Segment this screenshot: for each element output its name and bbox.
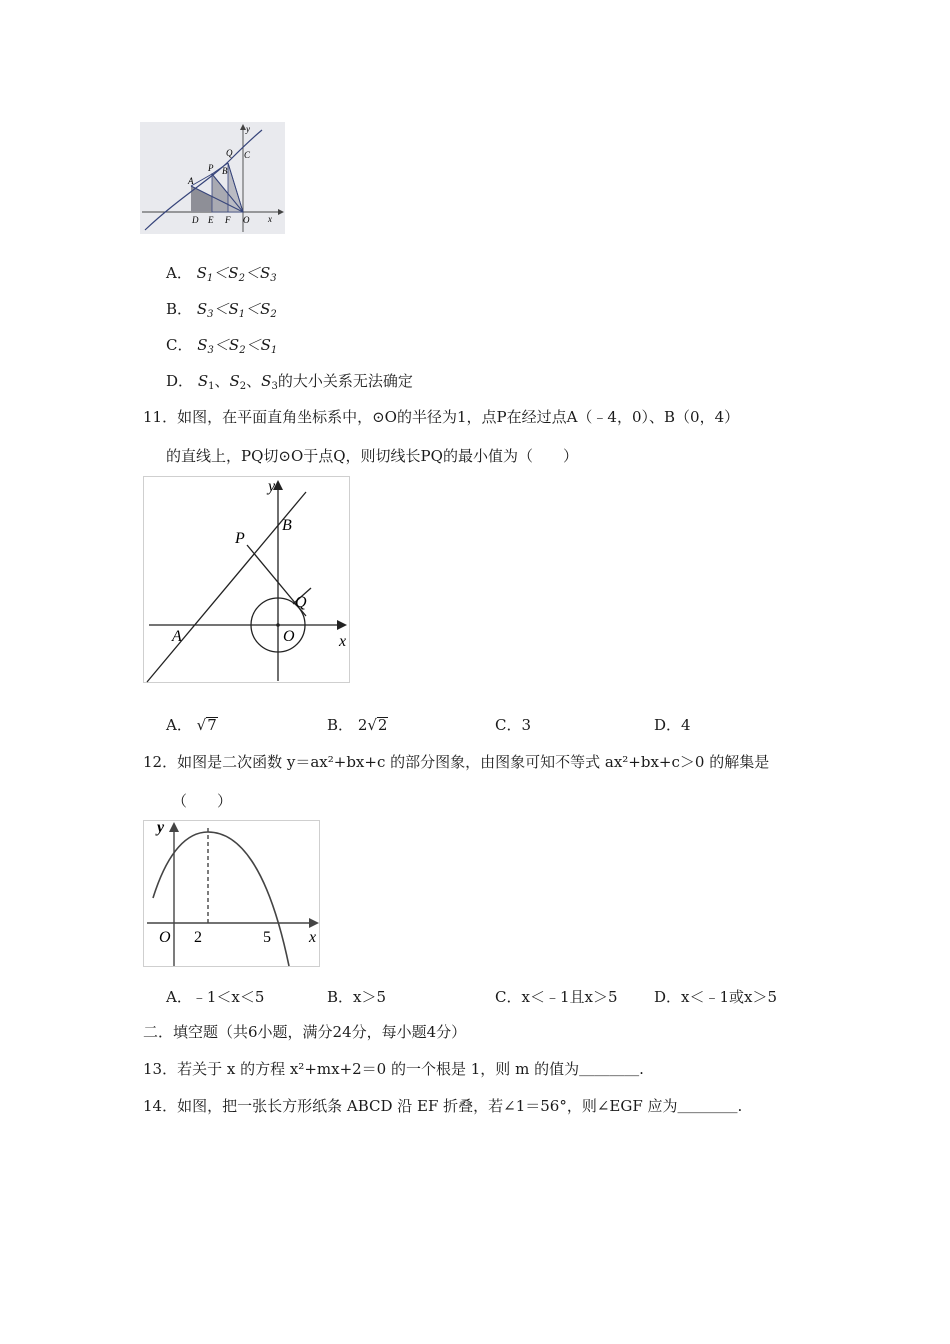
- q10-option-a[interactable]: A． $S_1<S_2<S_3$: [166, 264, 277, 284]
- q10-option-c[interactable]: C． $S_3<S_2<S_1$: [166, 336, 278, 356]
- figure-q10: [140, 122, 285, 234]
- fig11-label-b: B: [282, 517, 292, 534]
- figure-q12: [143, 820, 321, 968]
- q11-option-c[interactable]: C．3: [495, 716, 532, 734]
- fig10-label-d: D: [192, 215, 199, 225]
- fig10-label-q: Q: [226, 148, 233, 158]
- q12-stem-line2: （ ）: [172, 792, 233, 810]
- fig11-label-y: y: [268, 478, 276, 495]
- fig10-label-y: y: [246, 124, 250, 134]
- fig12-label-5: 5: [263, 929, 271, 946]
- fig10-label-o: O: [243, 215, 250, 225]
- fig10-label-c: C: [244, 150, 251, 160]
- fig12-label-o: O: [159, 929, 171, 946]
- fig11-label-q: Q: [295, 594, 307, 611]
- fig11-label-o: O: [283, 628, 295, 645]
- q11-option-d[interactable]: D．4: [654, 716, 691, 734]
- q11-stem-line1: 11．如图，在平面直角坐标系中，⊙O的半径为1，点P在经过点A（﹣4，0）、B（0，4）: [143, 408, 740, 426]
- q10-option-d[interactable]: D． $S_1$、$S_2$、$S_3$的大小关系无法确定: [166, 372, 413, 392]
- fig11-label-p: P: [235, 530, 245, 547]
- q12-option-c[interactable]: C．x＜﹣1且x＞5: [495, 988, 618, 1006]
- q14-stem: 14．如图，把一张长方形纸条 ABCD 沿 EF 折叠，若∠1＝56°，则∠EGF 应为＿＿＿＿.: [143, 1097, 743, 1115]
- q13-stem: 13．若关于 x 的方程 x²+mx+2＝0 的一个根是 1，则 m 的值为＿＿＿＿.: [143, 1060, 644, 1078]
- q12-option-a[interactable]: A．﹣1＜x＜5: [166, 988, 265, 1006]
- fig12-label-2: 2: [194, 929, 202, 946]
- q12-option-d[interactable]: D．x＜﹣1或x＞5: [654, 988, 778, 1006]
- fig11-label-a: A: [172, 628, 182, 645]
- q11-option-a[interactable]: A． √7: [166, 716, 217, 734]
- q12-option-b[interactable]: B．x＞5: [327, 988, 387, 1006]
- q11-stem-line2: 的直线上，PQ切⊙O于点Q，则切线长PQ的最小值为（ ）: [166, 447, 578, 465]
- q12-stem-line1: 12．如图是二次函数 y＝ax²+bx+c 的部分图象，由图象可知不等式 ax²+bx+c＞0 的解集是: [143, 753, 770, 771]
- section-2-heading: 二．填空题（共6小题，满分24分，每小题4分）: [143, 1023, 467, 1041]
- fig10-label-x: x: [268, 214, 272, 224]
- figure-q11: [143, 476, 351, 684]
- fig11-label-x: x: [339, 633, 347, 650]
- fig10-label-b: B: [222, 166, 228, 176]
- fig10-label-p: P: [208, 163, 214, 173]
- q10-option-b[interactable]: B． $S_3<S_1<S_2$: [166, 300, 277, 320]
- fig10-label-e: E: [208, 215, 214, 225]
- fig10-label-a: A: [188, 176, 194, 186]
- fig12-label-x: x: [309, 929, 317, 946]
- fig10-label-f: F: [225, 215, 231, 225]
- fig12-label-y: y: [157, 820, 165, 836]
- q11-option-b[interactable]: B． 2√2: [327, 716, 388, 734]
